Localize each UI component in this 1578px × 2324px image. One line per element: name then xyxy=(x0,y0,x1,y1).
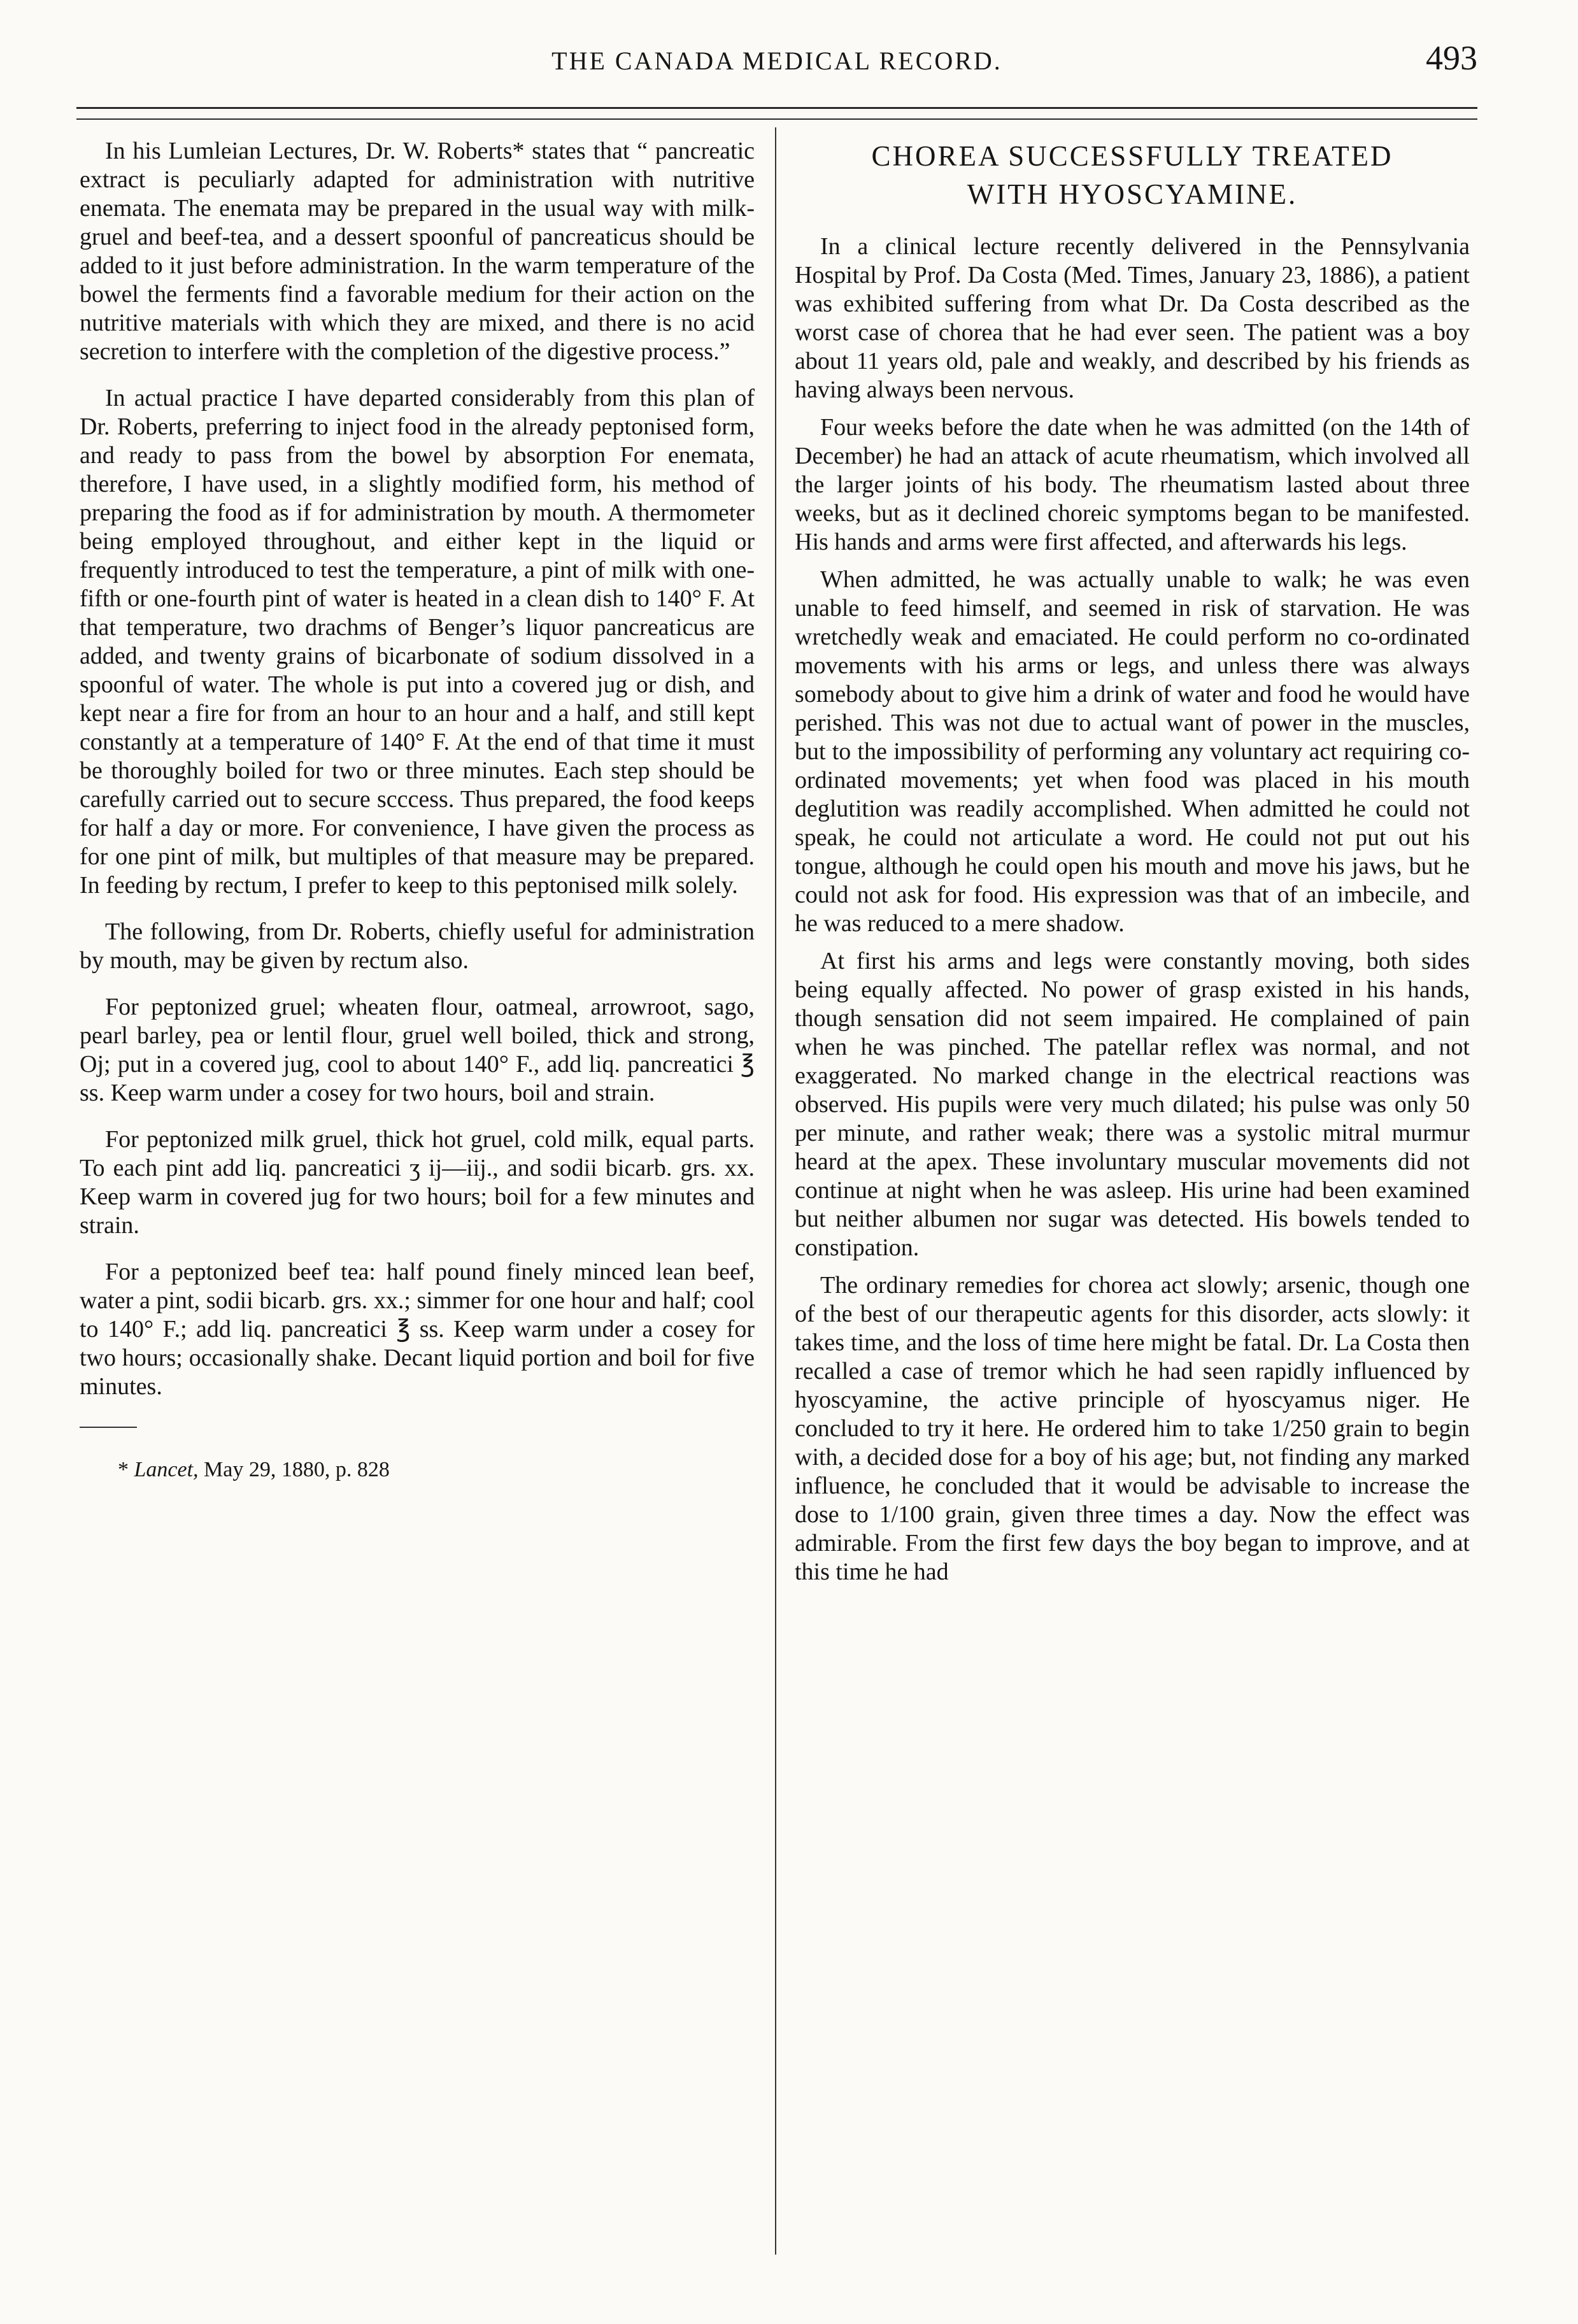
recipe-peptonized-gruel: For peptonized gruel; wheaten flour, oatmeal, arrowroot, sago, pearl barley, pea or lentil flour, gruel well boiled, thick and strong, Oj; put in a covered jug, cool to about 140° F., add liq. pancreatici ℥ ss. Keep warm under a cosey for two hours, boil and strain. xyxy=(80,994,755,1106)
footnote-rule xyxy=(80,1427,137,1428)
header-rule-bottom xyxy=(76,118,1477,120)
paragraph-clinical-lecture: In a clinical lecture recently delivered in the Pennsylvania Hospital by Prof. Da Costa (Med. Times, January 23, 1886), a patient was exhibited suffering from what Dr. Da Costa described as the worst case of chorea that he had ever seen. The patient was a boy about 11 years old, pale and weakly, and described by his friends as having always been nervous. xyxy=(795,233,1470,403)
article-title-line-2: WITH HYOSCYAMINE. xyxy=(967,178,1298,210)
left-column xyxy=(80,137,755,1483)
paragraph-when-admitted: When admitted, he was actually unable to walk; he was even unable to feed himself, and seemed in risk of starvation. He was wretchedly weak and emaciated. He could perform no co-ordinated movements with his arms or legs, and unless there was always somebody about to give him a drink of water and food he would have perished. This was not due to actual want of power in the muscles, but to the impossibility of performing any voluntary act requiring co-ordinated movements; yet when food was placed in his mouth deglutition was readily accomplished. When admitted he could not speak, he could not articulate a word. He could not put out his tongue, although he could open his mouth and move his jaws, but he could not ask for food. His expression was that of an imbecile, and he was reduced to a mere shadow. xyxy=(795,566,1470,937)
footnote-source: Lancet, xyxy=(134,1458,199,1481)
paragraph-roberts-lectures: In his Lumleian Lectures, Dr. W. Roberts* states that “ pancreatic extract is peculiarly adapted for administration with nutritive enemata. The enemata may be prepared in the usual way with milk-gruel and beef-tea, and a dessert spoonful of pancreaticus should be added to it just before administration. In the warm temperature of the bowel the ferments find a favorable medium for their action on the nutritive materials with which they are mixed, and there is no acid secretion to interfere with the completion of the digestive process.” xyxy=(80,138,755,365)
recipe-peptonized-beef-tea: For a peptonized beef tea: half pound finely minced lean beef, water a pint, sodii bicarb. grs. xx.; simmer for one hour and half; cool to 140° F.; add liq. pancreatici ℥ ss. Keep warm under a cosey for two hours; occasionally shake. Decant liquid portion and boil for five minutes. xyxy=(80,1258,755,1400)
header-rule-top xyxy=(76,107,1477,109)
paragraph-actual-practice: In actual practice I have departed considerably from this plan of Dr. Roberts, preferring to inject food in the already peptonised form, and ready to pass from the bowel by absorption For enemata, therefore, I have used, in a slightly modified form, his method of preparing the food as if for administration by mouth. A thermometer being employed throughout, and either kept in the liquid or frequently introduced to test the temperature, a pint of milk with one-fifth or one-fourth pint of water is heated in a clean dish to 140° F. At that temperature, two drachms of Benger’s liquor pancreaticus are added, and twenty grains of bicarbonate of sodium dissolved in a spoonful of water. The whole is put into a covered jug or dish, and kept near a fire for from an hour to an hour and a half, and still kept constantly at a temperature of 140° F. At the end of that time it must be thoroughly boiled for two or three minutes. Each step should be carefully carried out to secure scccess. Thus prepared, the food keeps for half a day or more. For convenience, I have given the process as for one pint of milk, but multiples of that measure may be prepared. In feeding by rectum, I prefer to keep to this peptonised milk solely. xyxy=(80,385,755,899)
recipe-peptonized-milk-gruel: For peptonized milk gruel, thick hot gruel, cold milk, equal parts. To each pint add liq. pancreatici ʒ ij—iij., and sodii bicarb. grs. xx. Keep warm in covered jug for two hours; boil for a few minutes and strain. xyxy=(80,1126,755,1239)
article-title-line-1: CHOREA SUCCESSFULLY TREATED xyxy=(871,140,1393,172)
paragraph-ordinary-remedies: The ordinary remedies for chorea act slowly; arsenic, though one of the best of our therapeutic agents for this disorder, acts slowly: it takes time, and the loss of time here might be fatal. Dr. La Costa then recalled a case of tremor which he had seen rapidly influenced by hyoscyamine, the active principle of hyoscyamus niger. He concluded to try it here. He ordered him to take 1/250 grain to begin with, a decided dose for a boy of his age; but, not finding any marked influence, he concluded that it would be advisable to increase the dose to 1/100 grain, given three times a day. Now the effect was admirable. From the first few days the boy began to improve, and at this time he had xyxy=(795,1272,1470,1585)
footnote xyxy=(80,1457,755,1483)
paragraph-following-roberts: The following, from Dr. Roberts, chiefly useful for administration by mouth, may be given by rectum also. xyxy=(80,918,755,974)
paragraph-at-first: At first his arms and legs were constantly moving, both sides being equally affected. No power of grasp existed in his hands, though sensation did not seem impaired. He complained of pain when he was pinched. The patellar reflex was normal, and not exaggerated. No marked change in the electrical reactions was observed. His pupils were very much dilated; his pulse was only 50 per minute, and rather weak; there was a systolic mitral murmur heard at the apex. These involuntary muscular movements did not continue at night when he was asleep. His urine had been examined but neither albumen nor sugar was detected. His bowels tended to constipation. xyxy=(795,948,1470,1261)
paragraph-four-weeks-before: Four weeks before the date when he was admitted (on the 14th of December) he had an attack of acute rheumatism, which involved all the larger joints of his body. The rheumatism lasted about three weeks, but as it declined choreic symptoms began to be manifested. His hands and arms were first affected, and afterwards his legs. xyxy=(795,414,1470,555)
right-column xyxy=(795,137,1470,1586)
running-title: THE CANADA MEDICAL RECORD. xyxy=(551,46,1002,75)
page-number: 493 xyxy=(1426,39,1477,77)
footnote-details: May 29, 1880, p. 828 xyxy=(198,1458,390,1481)
running-header xyxy=(76,38,1477,108)
footnote-marker: * xyxy=(118,1458,134,1481)
article-title xyxy=(795,137,1470,213)
column-divider xyxy=(775,127,776,2255)
